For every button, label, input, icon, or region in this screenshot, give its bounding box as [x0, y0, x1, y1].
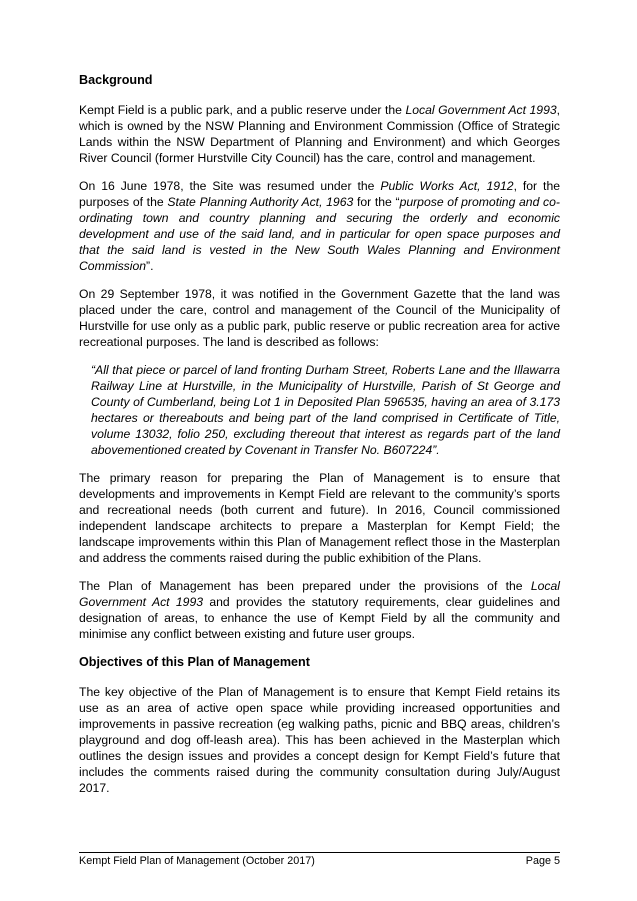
background-paragraph-2	[79, 178, 560, 274]
text-run: and provides the statutory requirements, clear guidelines and designation of areas, to enhance the use of Kempt Field by all the community and minimise any conflict between existing and future user groups.	[79, 595, 560, 641]
page-body	[79, 72, 560, 808]
land-description-quote: “All that piece or parcel of land fronting Durham Street, Roberts Lane and the Illawarra Railway Line at Hurstville, in the Municipality of Hurstville, Parish of St George and County of Cumberland, being Lot 1 in Deposited Plan 596535, having an area of 3.173 hectares or thereabouts and being part of the land comprised in Certificate of Title, volume 13032, folio 250, excluding thereout that interest as regards part of the land abovementioned created by Covenant in Transfer No. B607224”.	[91, 363, 560, 457]
objectives-paragraph-1: The key objective of the Plan of Management is to ensure that Kempt Field retains its use as an area of active open space while providing increased opportunities and improvements in passive recreation (eg walking paths, picnic and BBQ areas, children’s playground and dog off-leash area). This has been achieved in the Masterplan which outlines the design issues and provides a concept design for Kempt Field’s future that includes the comments raised during the community consultation during July/August 2017.	[79, 685, 560, 795]
text-run: for the “	[353, 195, 400, 209]
footer-document-title: Kempt Field Plan of Management (October 2017)	[79, 855, 315, 867]
italic-run: State Planning Authority Act, 1963	[167, 195, 354, 209]
text-run: The Plan of Management has been prepared under the provisions of the	[79, 579, 531, 593]
footer-divider	[79, 852, 560, 853]
section-heading-background: Background	[79, 73, 153, 87]
italic-run: purpose of promoting and co-ordinating town and country planning and securing the orderly and economic development and use of the said land, and in particular for open space purposes and that the said land is vested in the New South Wales Planning and Environment Commission	[79, 195, 560, 273]
footer-page-number: Page 5	[525, 855, 560, 867]
background-paragraph-3: On 29 September 1978, it was notified in the Government Gazette that the land was placed under the care, control and management of the Council of the Municipality of Hurstville for use only as a public park, public reserve or public recreation area for active recreational purposes. The land is described as follows:	[79, 287, 560, 349]
text-run: , for the purposes of the	[79, 179, 561, 209]
text-run: Kempt Field is a public park, and a public reserve under the	[79, 103, 406, 117]
text-run: ”.	[146, 259, 154, 273]
text-run: On 16 June 1978, the Site was resumed under the	[79, 179, 381, 193]
italic-run: Local Government Act 1993	[405, 103, 557, 117]
section-heading-objectives: Objectives of this Plan of Management	[79, 655, 310, 669]
text-run: , which is owned by the NSW Planning and Environment Commission (Office of Strategic Lands within the NSW Department of Planning and Environment) and which Georges River Council (former Hurstville City Council) has the care, control and management.	[79, 103, 561, 165]
background-paragraph-5	[79, 578, 560, 642]
italic-run: Local Government Act 1993	[79, 579, 560, 609]
italic-run: Public Works Act, 1912	[380, 179, 514, 193]
background-paragraph-4: The primary reason for preparing the Plan of Management is to ensure that developments and improvements in Kempt Field are relevant to the community’s sports and recreational needs (both current and future). In 2016, Council commissioned independent landscape architects to prepare a Masterplan for Kempt Field; the landscape improvements within this Plan of Management reflect those in the Masterplan and address the comments raised during the public exhibition of the Plans.	[79, 471, 560, 565]
background-paragraph-1	[79, 102, 560, 166]
